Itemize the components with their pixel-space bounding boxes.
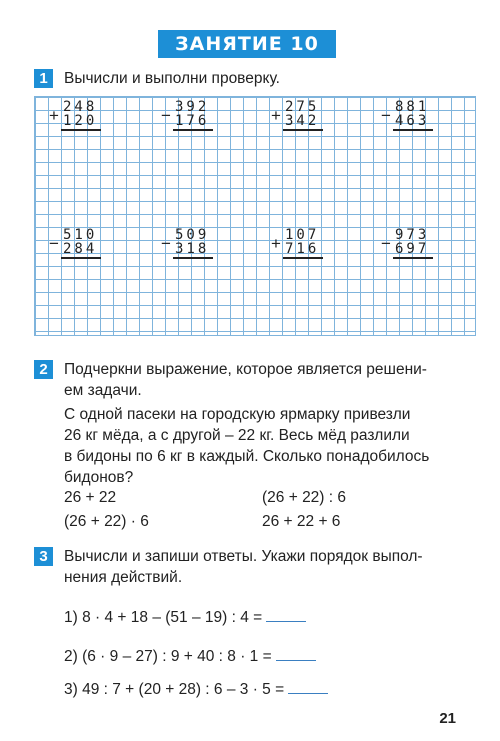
- sum-line: [61, 129, 101, 131]
- expression-option-2[interactable]: (26 + 22) : 6: [262, 489, 347, 506]
- expression-text: 1) 8 · 4 + 18 – (51 – 19) : 4 =: [64, 609, 263, 626]
- exercise-bottom-number: 176: [175, 113, 210, 129]
- expression-item-1: [64, 607, 306, 628]
- page-title: ЗАНЯТИЕ 10: [158, 30, 336, 58]
- exercise-bottom-number: 463: [395, 113, 430, 129]
- exercise-5: [49, 227, 129, 267]
- exercise-bottom-number: 120: [63, 113, 98, 129]
- exercise-8: [381, 227, 461, 267]
- sum-line: [61, 257, 101, 259]
- exercise-top-number: 107: [285, 227, 320, 243]
- exercise-sign: −: [49, 234, 59, 253]
- task-2-instruction-line-2: ем задачи.: [64, 382, 142, 399]
- exercise-top-number: 881: [395, 99, 430, 115]
- sum-line: [283, 129, 323, 131]
- sum-line: [393, 129, 433, 131]
- exercise-bottom-number: 342: [285, 113, 320, 129]
- problem-line-1: С одной пасеки на городскую ярмарку привезли: [64, 406, 411, 423]
- expression-option-4[interactable]: 26 + 22 + 6: [262, 513, 341, 530]
- task-3-instruction-line-2: нения действий.: [64, 569, 183, 586]
- exercise-top-number: 392: [175, 99, 210, 115]
- exercise-sign: +: [271, 234, 281, 253]
- exercise-1: [49, 99, 129, 139]
- problem-line-3: в бидоны по 6 кг в каждый. Сколько понадобилось: [64, 448, 430, 465]
- task-2-instruction-line-1: Подчеркни выражение, которое является решени-: [64, 361, 427, 378]
- exercise-6: [161, 227, 241, 267]
- expression-text: 2) (6 · 9 – 27) : 9 + 40 : 8 · 1 =: [64, 648, 272, 665]
- expression-item-3: [64, 679, 328, 700]
- answer-blank[interactable]: [288, 680, 328, 694]
- exercise-sign: +: [271, 106, 281, 125]
- task-1-text: Вычисли и выполни проверку.: [64, 70, 280, 87]
- exercise-sign: −: [381, 234, 391, 253]
- expression-text: 3) 49 : 7 + (20 + 28) : 6 – 3 · 5 =: [64, 681, 285, 698]
- answer-blank[interactable]: [266, 608, 306, 622]
- exercise-top-number: 248: [63, 99, 98, 115]
- exercise-sign: −: [381, 106, 391, 125]
- exercise-bottom-number: 716: [285, 241, 320, 257]
- task-3-instruction-line-1: Вычисли и запиши ответы. Укажи порядок выпол-: [64, 548, 423, 565]
- expression-option-1[interactable]: 26 + 22: [64, 489, 117, 506]
- task-3-number: 3: [34, 547, 53, 566]
- sum-line: [393, 257, 433, 259]
- exercise-7: [271, 227, 351, 267]
- exercise-sign: −: [161, 106, 171, 125]
- problem-line-2: 26 кг мёда, а с другой – 22 кг. Весь мёд разлили: [64, 427, 410, 444]
- exercise-bottom-number: 284: [63, 241, 98, 257]
- expression-item-2: [64, 646, 316, 667]
- exercise-top-number: 973: [395, 227, 430, 243]
- exercise-4: [381, 99, 461, 139]
- exercise-3: [271, 99, 351, 139]
- exercise-sign: −: [161, 234, 171, 253]
- exercise-sign: +: [49, 106, 59, 125]
- exercise-top-number: 509: [175, 227, 210, 243]
- sum-line: [173, 257, 213, 259]
- exercise-bottom-number: 697: [395, 241, 430, 257]
- answer-blank[interactable]: [276, 647, 316, 661]
- page-number: 21: [439, 710, 456, 727]
- exercise-2: [161, 99, 241, 139]
- expression-option-3[interactable]: (26 + 22) · 6: [64, 513, 149, 530]
- exercise-top-number: 510: [63, 227, 98, 243]
- task-1-number: 1: [34, 69, 53, 88]
- problem-line-4: бидонов?: [64, 469, 134, 486]
- exercise-bottom-number: 318: [175, 241, 210, 257]
- sum-line: [173, 129, 213, 131]
- squared-grid[interactable]: [34, 96, 476, 336]
- sum-line: [283, 257, 323, 259]
- exercise-top-number: 275: [285, 99, 320, 115]
- task-2-number: 2: [34, 360, 53, 379]
